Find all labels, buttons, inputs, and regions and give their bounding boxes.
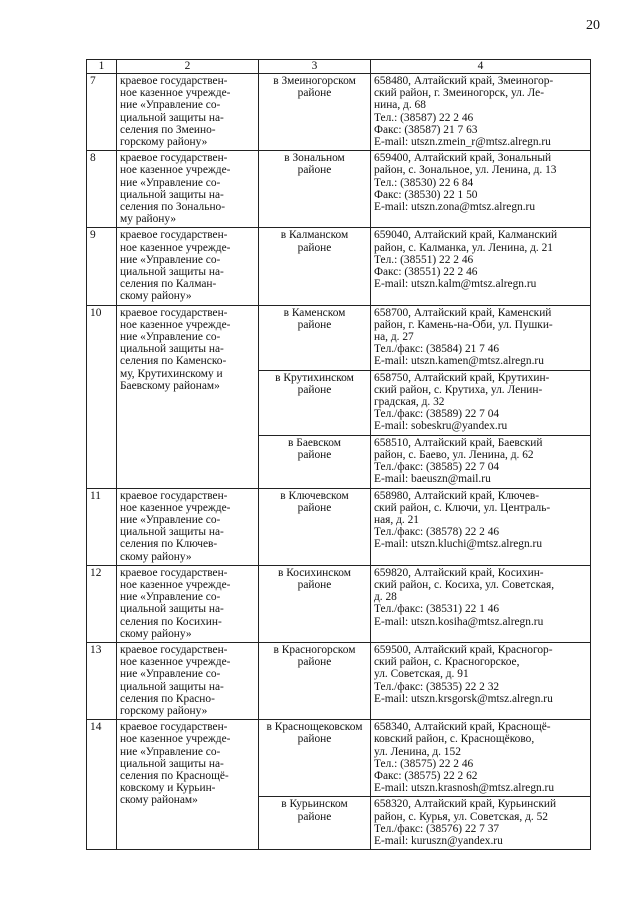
contact-line: ский район, с. Крутиха, ул. Ленин-	[374, 383, 543, 396]
contact-details	[371, 488, 591, 565]
contact-line: 658750, Алтайский край, Крутихин-	[374, 371, 550, 384]
institution-name-line: ние «Управление со-	[120, 331, 221, 344]
institution-name-line: циальной защиты на-	[120, 266, 224, 279]
institution-name	[117, 228, 259, 305]
institution-name-line: скому району»	[120, 627, 192, 640]
institution-name-line: циальной защиты на-	[120, 680, 224, 693]
institution-name	[117, 565, 259, 642]
contact-line: нина, д. 68	[374, 99, 426, 112]
district-name-line: районе	[297, 87, 332, 100]
email-address[interactable]: E-mail: utszn.kamen@mtsz.alregn.ru	[374, 355, 544, 368]
table-row	[87, 305, 591, 370]
contact-details	[371, 74, 591, 151]
contact-line: 659400, Алтайский край, Зональный	[374, 152, 552, 165]
contact-line: Тел.: (38587) 22 2 46	[374, 111, 474, 124]
contact-details	[371, 228, 591, 305]
institution-name-line: ние «Управление со-	[120, 99, 221, 112]
contact-line: на, д. 27	[374, 331, 414, 344]
contact-line: Тел.: (38530) 22 6 84	[374, 176, 474, 189]
institution-name-line: циальной защиты на-	[120, 603, 224, 616]
contact-line: район, с. Курья, ул. Советская, д. 52	[374, 810, 548, 823]
district-name	[259, 797, 371, 850]
institution-name-line: скому району»	[120, 290, 192, 303]
district-name-line: в Каменском	[283, 306, 346, 319]
institution-name	[117, 720, 259, 850]
contact-line: Тел./факс: (38531) 22 1 46	[374, 603, 500, 616]
district-name-line: в Курьинском	[281, 798, 348, 811]
contact-details	[371, 370, 591, 435]
institution-name	[117, 151, 259, 228]
contact-line: 658480, Алтайский край, Змеиногор-	[374, 75, 554, 87]
institution-name-line: циальной защиты на-	[120, 343, 224, 356]
contact-line: Тел./факс: (38589) 22 7 04	[374, 408, 500, 421]
row-number: 11	[87, 488, 117, 565]
header-col-3: 3	[259, 60, 371, 74]
contact-line: градская, д. 32	[374, 396, 445, 409]
contact-details	[371, 305, 591, 370]
institution-name-line: горскому району»	[120, 136, 208, 149]
district-name-line: районе	[297, 164, 332, 177]
contact-line: д. 28	[374, 591, 397, 604]
table-row	[87, 74, 591, 151]
district-name	[259, 642, 371, 719]
institution-name-line: селения по Зонально-	[120, 201, 226, 214]
email-address[interactable]: E-mail: utszn.kosiha@mtsz.alregn.ru	[374, 615, 544, 628]
institution-name-line: ное казенное учрежде-	[120, 656, 231, 669]
institution-name-line: селения по Краснощё-	[120, 769, 229, 782]
table-row	[87, 151, 591, 228]
district-name-line: в Косихинском	[278, 566, 351, 579]
institution-name-line: ние «Управление со-	[120, 253, 221, 266]
contact-line: Тел./факс: (38576) 22 7 37	[374, 822, 500, 835]
institution-name-line: селения по Каменско-	[120, 355, 227, 368]
institution-name-line: скому району»	[120, 550, 192, 563]
contact-details	[371, 435, 591, 488]
district-name-line: в Ключевском	[280, 489, 349, 502]
institution-name-line: краевое государствен-	[120, 229, 228, 242]
email-address[interactable]: E-mail: sobeskru@yandex.ru	[374, 420, 508, 433]
institution-name-line: краевое государствен-	[120, 721, 228, 734]
table-row	[87, 565, 591, 642]
row-number: 9	[87, 228, 117, 305]
district-name-line: районе	[297, 501, 332, 514]
district-name-line: районе	[297, 241, 332, 254]
institutions-table	[86, 59, 591, 850]
institution-name-line: ное казенное учрежде-	[120, 318, 231, 331]
row-number: 10	[87, 305, 117, 488]
institution-name-line: краевое государствен-	[120, 152, 228, 165]
contact-line: ский район, с. Красногорское,	[374, 656, 520, 669]
institution-name-line: ние «Управление со-	[120, 591, 221, 604]
contact-line: ский район, г. Змеиногорск, ул. Ле-	[374, 87, 545, 100]
contact-line: Тел./факс: (38584) 21 7 46	[374, 343, 500, 356]
contact-line: район, с. Баево, ул. Ленина, д. 62	[374, 448, 534, 461]
contact-line: 658700, Алтайский край, Каменский	[374, 306, 552, 319]
district-name-line: в Баевском	[288, 436, 341, 449]
header-col-1: 1	[87, 60, 117, 74]
institution-name-line: краевое государствен-	[120, 489, 228, 502]
contact-line: ул. Ленина, д. 152	[374, 745, 461, 758]
contact-line: район, г. Камень-на-Оби, ул. Пушки-	[374, 318, 553, 331]
contact-line: 659820, Алтайский край, Косихин-	[374, 566, 544, 579]
contact-line: 659500, Алтайский край, Красногор-	[374, 643, 553, 656]
district-name-line: в Змеиногорском	[273, 75, 356, 87]
institution-name-line: циальной защиты на-	[120, 757, 224, 770]
institution-name-line: циальной защиты на-	[120, 111, 224, 124]
district-name	[259, 305, 371, 370]
district-name	[259, 720, 371, 797]
contact-line: 659040, Алтайский край, Калманский	[374, 229, 558, 242]
email-address[interactable]: E-mail: utszn.kluchi@mtsz.alregn.ru	[374, 538, 543, 551]
contact-line: 658320, Алтайский край, Курьинский	[374, 798, 557, 811]
table-row	[87, 488, 591, 565]
institution-name	[117, 488, 259, 565]
district-name-line: в Зональном	[284, 152, 345, 165]
email-address[interactable]: E-mail: baeuszn@mail.ru	[374, 473, 491, 486]
contact-line: Факс: (38530) 22 1 50	[374, 188, 478, 201]
district-name	[259, 74, 371, 151]
table-body	[87, 74, 591, 850]
contact-line: Факс: (38587) 21 7 63	[374, 123, 478, 136]
district-name-line: районе	[297, 448, 332, 461]
contact-details	[371, 797, 591, 850]
district-name-line: в Крутихинском	[275, 371, 354, 384]
contact-line: 658980, Алтайский край, Ключев-	[374, 489, 540, 502]
header-col-2: 2	[117, 60, 259, 74]
institution-name-line: циальной защиты на-	[120, 188, 224, 201]
institution-name-line: ние «Управление со-	[120, 513, 221, 526]
institution-name-line: ние «Управление со-	[120, 176, 221, 189]
table-row	[87, 720, 591, 797]
district-name-line: в Краснощековском	[266, 721, 363, 734]
institution-name-line: ное казенное учрежде-	[120, 733, 231, 746]
district-name-line: районе	[297, 656, 332, 669]
district-name-line: районе	[297, 318, 332, 331]
email-address[interactable]: E-mail: utszn.zona@mtsz.alregn.ru	[374, 201, 536, 214]
institution-name-line: ное казенное учрежде-	[120, 87, 231, 100]
contact-line: ковский район, с. Краснощёково,	[374, 733, 535, 746]
email-address[interactable]: E-mail: kuruszn@yandex.ru	[374, 834, 503, 847]
email-address[interactable]: E-mail: utszn.krsgorsk@mtsz.alregn.ru	[374, 692, 553, 705]
institution-name-line: краевое государствен-	[120, 566, 228, 579]
district-name	[259, 488, 371, 565]
contact-line: Тел.: (38575) 22 2 46	[374, 757, 474, 770]
institution-name-line: ное казенное учрежде-	[120, 578, 231, 591]
contact-line: Тел./факс: (38585) 22 7 04	[374, 461, 500, 474]
district-name	[259, 228, 371, 305]
institution-name-line: горскому району»	[120, 704, 208, 717]
row-number: 13	[87, 642, 117, 719]
institution-name	[117, 74, 259, 151]
institution-name-line: селения по Змеино-	[120, 123, 216, 136]
contact-details	[371, 565, 591, 642]
contact-line: ул. Советская, д. 91	[374, 668, 469, 681]
district-name	[259, 565, 371, 642]
contact-line: ная, д. 21	[374, 513, 419, 526]
row-number: 8	[87, 151, 117, 228]
institution-name-line: му, Крутихинскому и	[120, 367, 223, 380]
table-header-row	[87, 60, 591, 74]
district-name-line: в Калманском	[280, 229, 349, 242]
institution-name-line: му району»	[120, 213, 177, 226]
institution-name-line: ковскому и Курьин-	[120, 782, 216, 795]
page-number: 20	[586, 18, 600, 33]
institution-name	[117, 305, 259, 488]
institution-name-line: ное казенное учрежде-	[120, 164, 231, 177]
district-name	[259, 370, 371, 435]
row-number: 12	[87, 565, 117, 642]
contact-line: Тел.: (38551) 22 2 46	[374, 253, 474, 266]
contact-line: Факс: (38575) 22 2 62	[374, 769, 478, 782]
contact-line: район, с. Зональное, ул. Ленина, д. 13	[374, 164, 557, 177]
institution-name-line: ние «Управление со-	[120, 668, 221, 681]
contact-line: 658340, Алтайский край, Краснощё-	[374, 721, 551, 734]
institution-name-line: селения по Калман-	[120, 278, 217, 291]
contact-line: ский район, с. Ключи, ул. Централь-	[374, 501, 551, 514]
institution-name-line: ное казенное учрежде-	[120, 241, 231, 254]
institution-name-line: краевое государствен-	[120, 75, 228, 87]
contact-line: Факс: (38551) 22 2 46	[374, 266, 478, 279]
institution-name-line: селения по Ключев-	[120, 538, 218, 551]
contact-details	[371, 720, 591, 797]
institution-name-line: Баевскому районам»	[120, 379, 220, 392]
contact-details	[371, 151, 591, 228]
district-name	[259, 435, 371, 488]
contact-line: ский район, с. Косиха, ул. Советская,	[374, 578, 555, 591]
institution-name-line: ное казенное учрежде-	[120, 501, 231, 514]
institution-name-line: краевое государствен-	[120, 306, 228, 319]
district-name-line: в Красногорском	[273, 643, 356, 656]
institution-name-line: ние «Управление со-	[120, 745, 221, 758]
contact-line: Тел./факс: (38578) 22 2 46	[374, 526, 500, 539]
contact-line: 658510, Алтайский край, Баевский	[374, 436, 543, 449]
header-col-4: 4	[371, 60, 591, 74]
district-name-line: районе	[297, 383, 332, 396]
district-name-line: районе	[297, 578, 332, 591]
contact-details	[371, 642, 591, 719]
district-name	[259, 151, 371, 228]
email-address[interactable]: E-mail: utszn.zmein_r@mtsz.alregn.ru	[374, 136, 551, 149]
institution-name-line: селения по Косихин-	[120, 615, 222, 628]
institution-name-line: селения по Красно-	[120, 692, 215, 705]
row-number: 7	[87, 74, 117, 151]
table-row	[87, 228, 591, 305]
institution-name	[117, 642, 259, 719]
institution-name-line: скому районам»	[120, 794, 198, 807]
institution-name-line: краевое государствен-	[120, 643, 228, 656]
row-number: 14	[87, 720, 117, 850]
district-name-line: районе	[297, 733, 332, 746]
district-name-line: районе	[297, 810, 332, 823]
table-row	[87, 642, 591, 719]
institution-name-line: циальной защиты на-	[120, 526, 224, 539]
contact-line: Тел./факс: (38535) 22 2 32	[374, 680, 500, 693]
contact-line: район, с. Калманка, ул. Ленина, д. 21	[374, 241, 553, 254]
email-address[interactable]: E-mail: utszn.krasnosh@mtsz.alregn.ru	[374, 782, 555, 795]
email-address[interactable]: E-mail: utszn.kalm@mtsz.alregn.ru	[374, 278, 537, 291]
